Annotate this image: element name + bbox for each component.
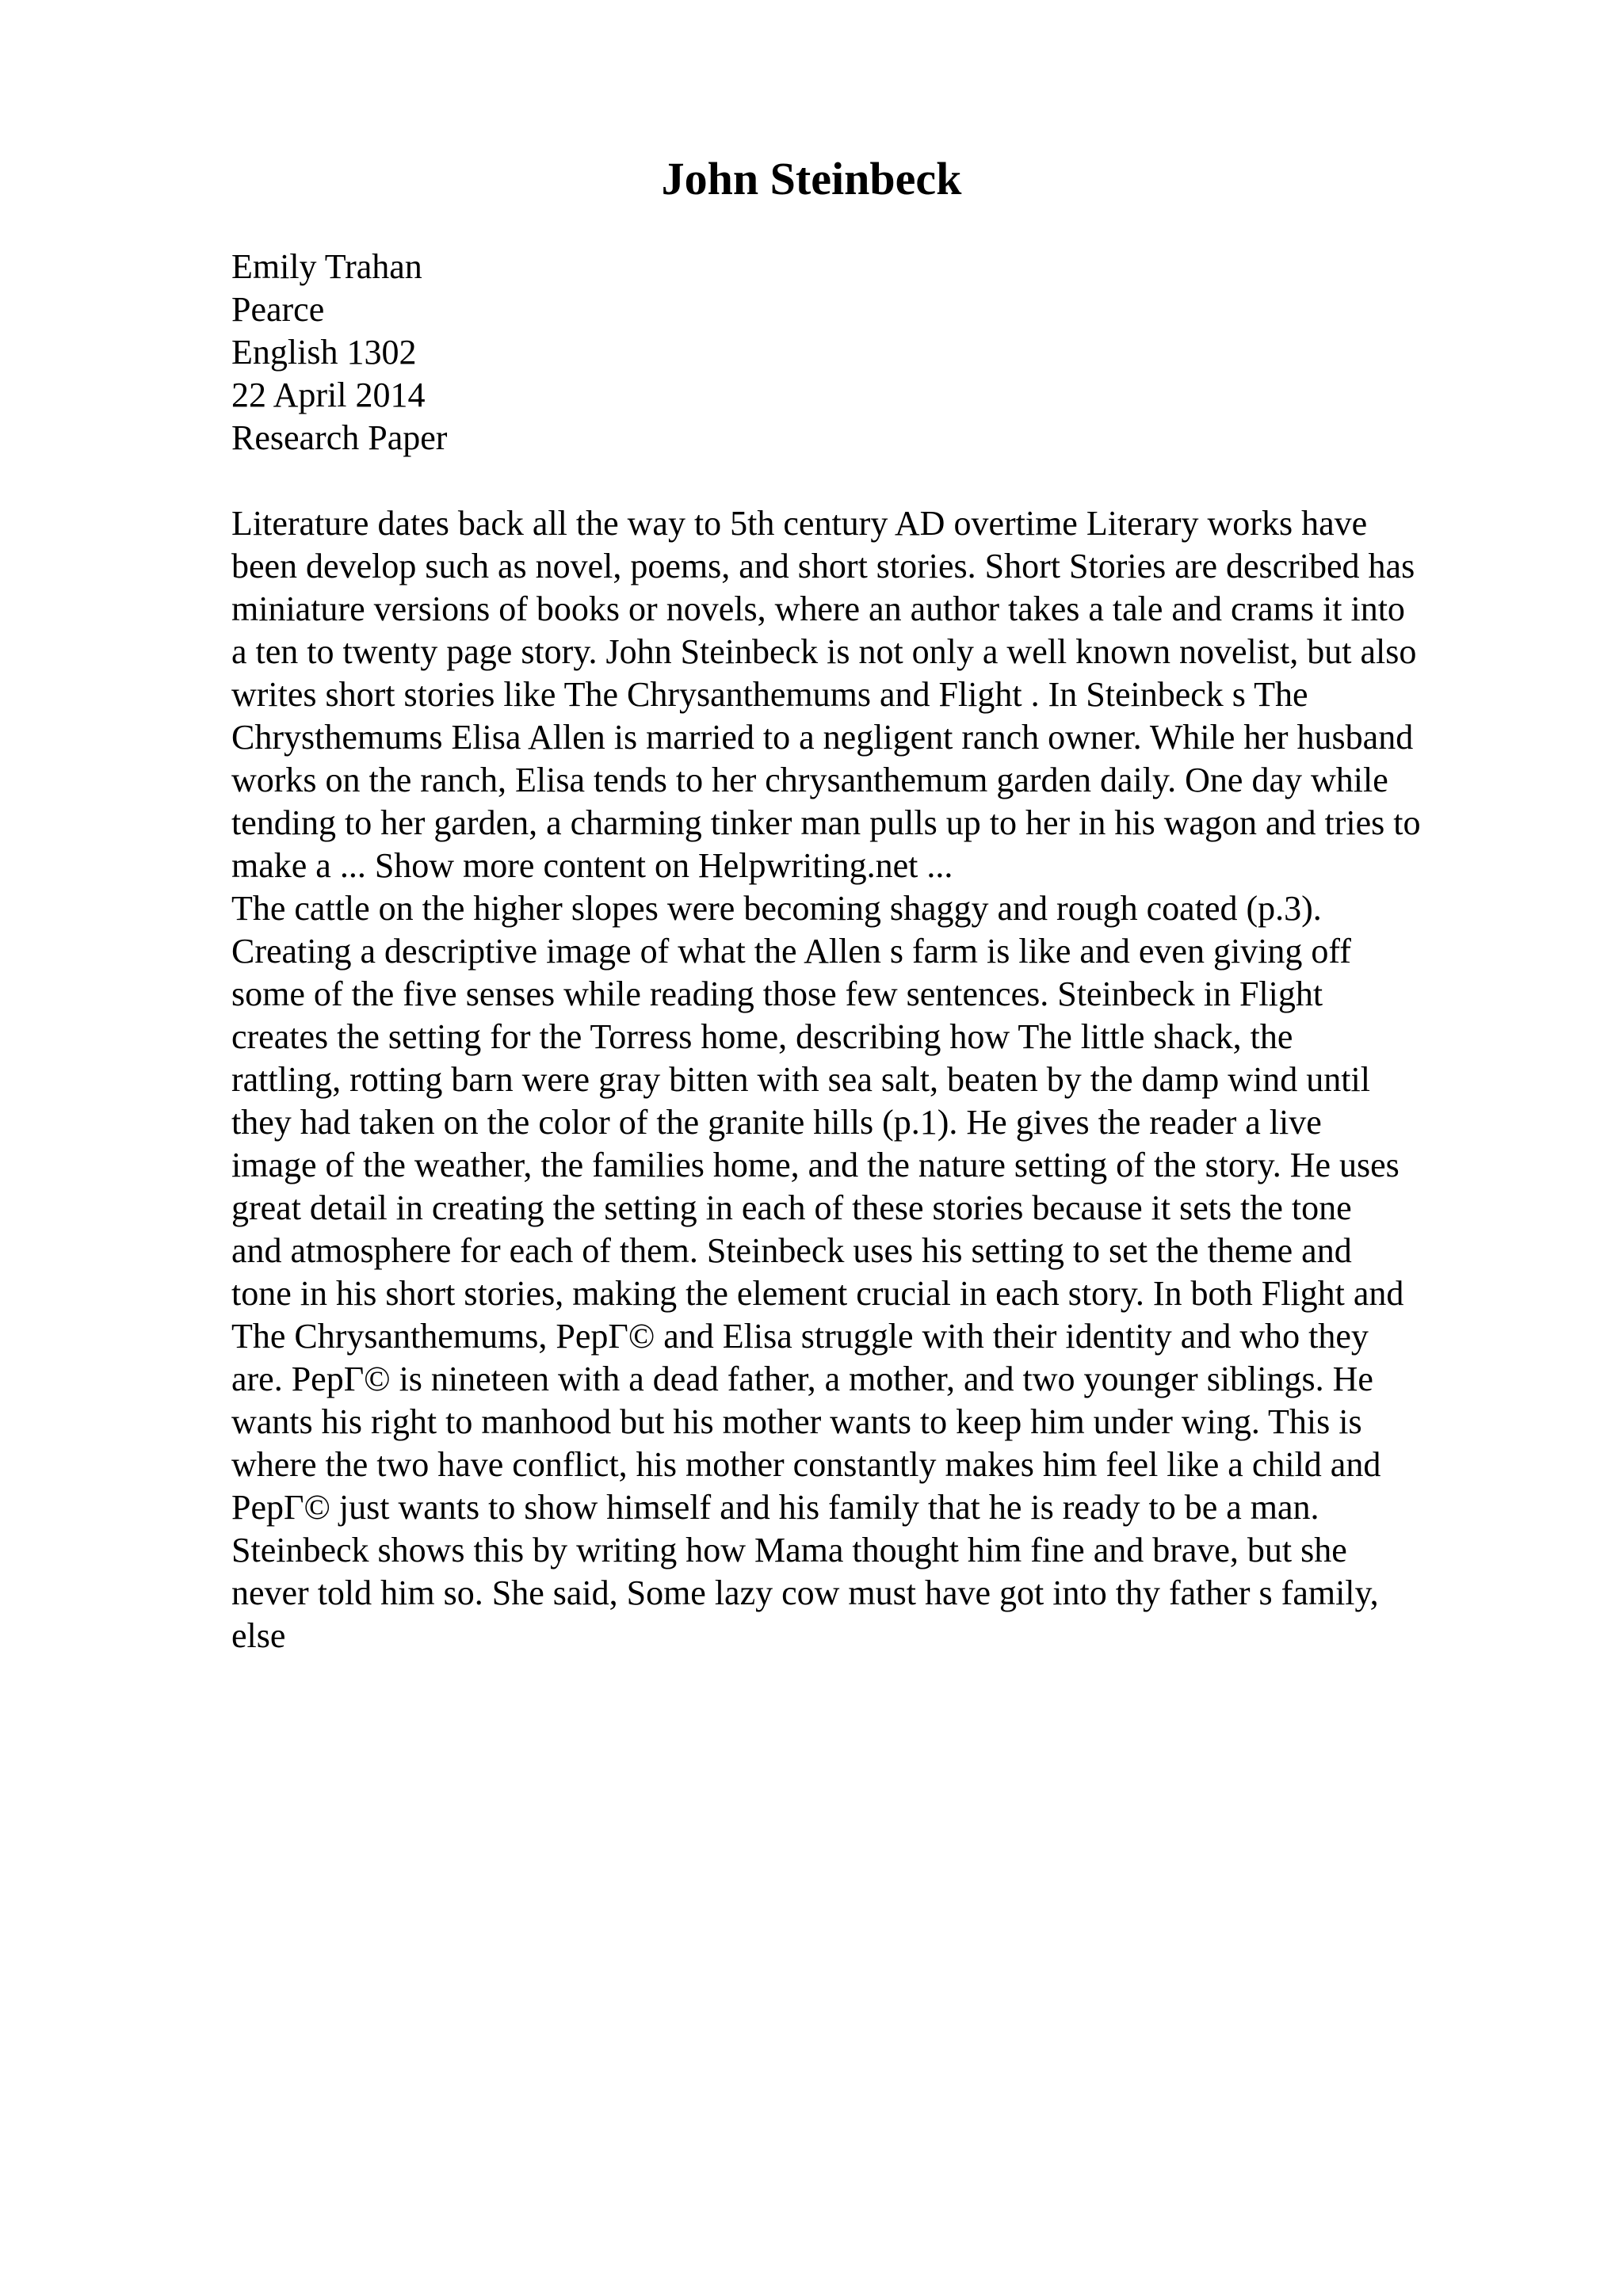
body-line: image of the weather, the families home, and the nature setting of the story. He uses <box>231 1146 1400 1184</box>
body-line: Chrysthemums Elisa Allen is married to a negligent ranch owner. While her husband <box>231 718 1414 757</box>
body-line: miniature versions of books or novels, where an author takes a tale and crams it into <box>231 589 1405 628</box>
body-line: else <box>231 1616 286 1655</box>
document-title: John Steinbeck <box>661 153 962 204</box>
body-text <box>231 502 1499 1657</box>
body-line: Creating a descriptive image of what the Allen s farm is like and even giving off <box>231 932 1351 971</box>
body-line: Steinbeck shows this by writing how Mama thought him fine and brave, but she <box>231 1531 1347 1569</box>
body-line: some of the five senses while reading those few sentences. Steinbeck in Flight <box>231 974 1323 1013</box>
body-line: rattling, rotting barn were gray bitten with sea salt, beaten by the damp wind until <box>231 1060 1370 1099</box>
body-line: The Chrysanthemums, PepГ© and Elisa struggle with their identity and who they <box>231 1317 1369 1356</box>
body-line: make a ... Show more content on Helpwriting.net ... <box>231 846 953 885</box>
body-line: and atmosphere for each of them. Steinbeck uses his setting to set the theme and <box>231 1231 1352 1270</box>
author-header-block <box>231 246 1499 460</box>
assignment-type: Research Paper <box>231 418 448 457</box>
body-line: writes short stories like The Chrysanthemums and Flight . In Steinbeck s The <box>231 675 1308 714</box>
author-name: Emily Trahan <box>231 247 422 286</box>
body-line: The cattle on the higher slopes were becoming shaggy and rough coated (p.3). <box>231 889 1322 928</box>
body-line: creates the setting for the Torress home, describing how The little shack, the <box>231 1017 1293 1056</box>
body-line: PepГ© just wants to show himself and his family that he is ready to be a man. <box>231 1488 1319 1527</box>
body-line: a ten to twenty page story. John Steinbeck is not only a well known novelist, but also <box>231 632 1417 671</box>
body-line: wants his right to manhood but his mother wants to keep him under wing. This is <box>231 1402 1362 1441</box>
body-line: tone in his short stories, making the element crucial in each story. In both Flight and <box>231 1274 1404 1313</box>
body-line: works on the ranch, Elisa tends to her chrysanthemum garden daily. One day while <box>231 761 1388 799</box>
body-line: are. PepГ© is nineteen with a dead father, a mother, and two younger siblings. He <box>231 1360 1373 1398</box>
body-line: great detail in creating the setting in each of these stories because it sets the tone <box>231 1188 1352 1227</box>
document-content <box>231 246 1499 1657</box>
course-name: English 1302 <box>231 333 417 372</box>
body-line: been develop such as novel, poems, and short stories. Short Stories are described has <box>231 547 1415 585</box>
body-line: they had taken on the color of the granite hills (p.1). He gives the reader a live <box>231 1103 1322 1142</box>
body-line: never told him so. She said, Some lazy cow must have got into thy father s family, <box>231 1573 1379 1612</box>
body-line: tending to her garden, a charming tinker man pulls up to her in his wagon and tries to <box>231 803 1421 842</box>
instructor-name: Pearce <box>231 290 325 329</box>
body-line: where the two have conflict, his mother constantly makes him feel like a child and <box>231 1445 1381 1484</box>
date-text: 22 April 2014 <box>231 376 426 414</box>
body-line: Literature dates back all the way to 5th century AD overtime Literary works have <box>231 504 1368 543</box>
